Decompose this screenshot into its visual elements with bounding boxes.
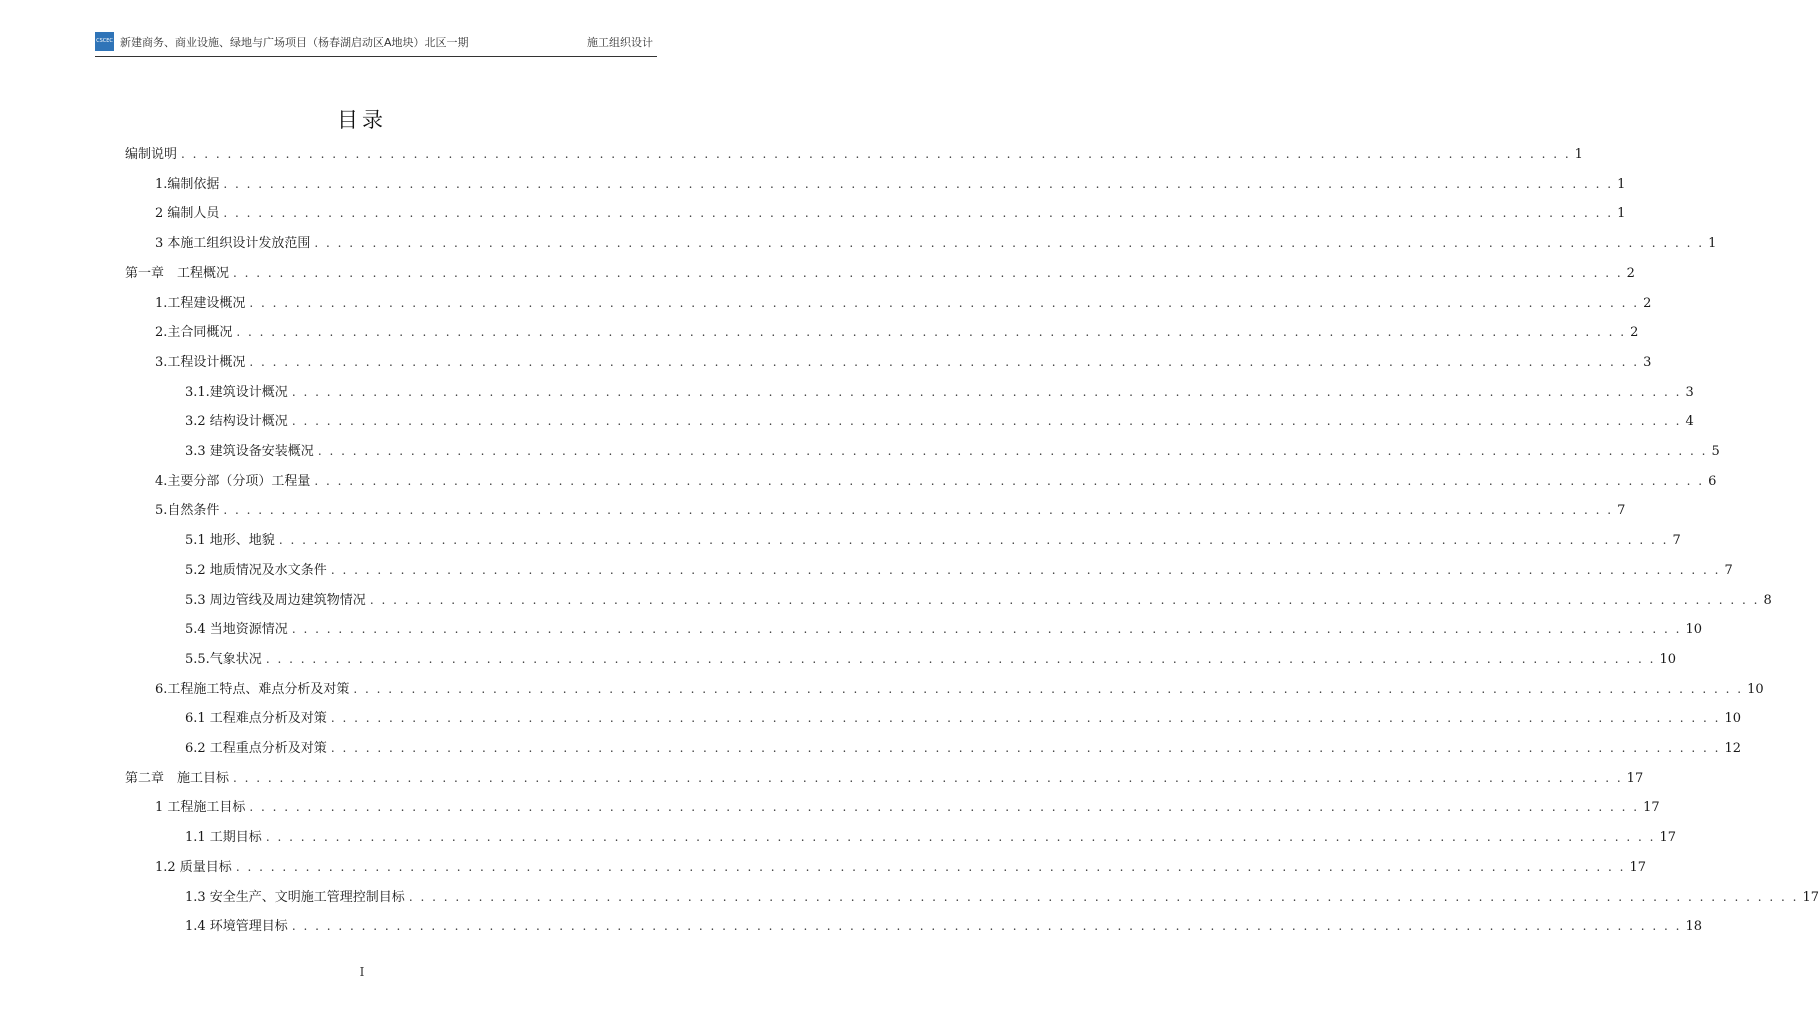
page-number: I xyxy=(359,965,365,979)
toc-leader-dots: . . . . . . . . . . . . . . . . . . . . . . . . . . . . . . . . . . . . . . . . . . . . . . . . . . . . . . . . . . . . . . . . . . . . . . . . . . . . . . . . . . . . . . . . . . . . . . . . . . . . . . . . . . . . . . . . . . . . . . . . xyxy=(249,800,1640,815)
toc-entry-label: 6.工程施工特点、难点分析及对策 xyxy=(155,681,350,697)
toc-entry[interactable] xyxy=(185,618,1703,640)
toc-entry-label: 1.2 质量目标 xyxy=(155,859,232,875)
toc-entry-page: 7 xyxy=(1672,533,1681,549)
toc-entry-page: 1 xyxy=(1617,176,1626,192)
toc-entry[interactable] xyxy=(185,915,1703,937)
toc-entry[interactable] xyxy=(185,589,1772,611)
toc-leader-dots: . . . . . . . . . . . . . . . . . . . . . . . . . . . . . . . . . . . . . . . . . . . . . . . . . . . . . . . . . . . . . . . . . . . . . . . . . . . . . . . . . . . . . . . . . . . . . . . . . . . . . . . . . . . . . . . . . . . . . . . . xyxy=(181,147,1571,161)
toc-entry[interactable] xyxy=(125,143,1583,165)
toc-entry-page: 5 xyxy=(1711,444,1720,459)
toc-entry-page: 10 xyxy=(1659,651,1677,667)
toc-leader-dots: . . . . . . . . . . . . . . . . . . . . . . . . . . . . . . . . . . . . . . . . . . . . . . . . . . . . . . . . . . . . . . . . . . . . . . . . . . . . . . . . . . . . . . . . . . . . . . . . . . . . . . . . . . . . . . . . . . . . . . . . xyxy=(235,859,1626,874)
toc-entry-page: 1 xyxy=(1617,206,1626,222)
toc-entry-label: 1.3 安全生产、文明施工管理控制目标 xyxy=(185,889,405,905)
toc-leader-dots: . . . . . . . . . . . . . . . . . . . . . . . . . . . . . . . . . . . . . . . . . . . . . . . . . . . . . . . . . . . . . . . . . . . . . . . . . . . . . . . . . . . . . . . . . . . . . . . . . . . . . . . . . . . . . . . . . . . . . . . . xyxy=(265,651,1656,666)
toc-entry-page: 7 xyxy=(1617,503,1626,519)
toc-leader-dots: . . . . . . . . . . . . . . . . . . . . . . . . . . . . . . . . . . . . . . . . . . . . . . . . . . . . . . . . . . . . . . . . . . . . . . . . . . . . . . . . . . . . . . . . . . . . . . . . . . . . . . . . . . . . . . . . . . . . . . . . xyxy=(223,503,1614,518)
toc-entry-label: 1.工程建设概况 xyxy=(155,295,246,311)
toc-entry-page: 4 xyxy=(1685,414,1694,430)
toc-entry-page: 17 xyxy=(1802,889,1819,905)
toc-leader-dots: . . . . . . . . . . . . . . . . . . . . . . . . . . . . . . . . . . . . . . . . . . . . . . . . . . . . . . . . . . . . . . . . . . . . . . . . . . . . . . . . . . . . . . . . . . . . . . . . . . . . . . . . . . . . . . . . . . . . . . . . xyxy=(314,236,1705,251)
toc-entry-label: 第二章 施工目标 xyxy=(125,770,230,786)
toc-entry-label: 3 本施工组织设计发放范围 xyxy=(155,236,311,252)
toc-entry-page: 17 xyxy=(1629,859,1647,875)
toc-entry[interactable] xyxy=(155,796,1660,818)
toc-entry-page: 6 xyxy=(1708,473,1717,489)
toc-entry[interactable] xyxy=(185,410,1694,432)
toc-entry-label: 1 工程施工目标 xyxy=(155,800,246,816)
toc-leader-dots: . . . . . . . . . . . . . . . . . . . . . . . . . . . . . . . . . . . . . . . . . . . . . . . . . . . . . . . . . . . . . . . . . . . . . . . . . . . . . . . . . . . . . . . . . . . . . . . . . . . . . . . . . . . . . . . . . . . . . . . . xyxy=(353,681,1744,696)
toc-entry[interactable] xyxy=(185,648,1677,670)
toc-entry-label: 1.1 工期目标 xyxy=(185,830,262,846)
toc-entry[interactable] xyxy=(185,440,1720,462)
toc-entry-page: 8 xyxy=(1763,592,1772,608)
toc-entry[interactable] xyxy=(155,856,1647,878)
toc-entry-label: 3.2 结构设计概况 xyxy=(185,414,288,430)
toc-leader-dots: . . . . . . . . . . . . . . . . . . . . . . . . . . . . . . . . . . . . . . . . . . . . . . . . . . . . . . . . . . . . . . . . . . . . . . . . . . . . . . . . . . . . . . . . . . . . . . . . . . . . . . . . . . . . . . . . . . . . . . . . xyxy=(330,711,1721,726)
toc-entry-label: 6.1 工程难点分析及对策 xyxy=(185,711,327,727)
toc-entry[interactable] xyxy=(155,173,1626,195)
toc-entry-page: 1 xyxy=(1708,236,1717,252)
toc-leader-dots: . . . . . . . . . . . . . . . . . . . . . . . . . . . . . . . . . . . . . . . . . . . . . . . . . . . . . . . . . . . . . . . . . . . . . . . . . . . . . . . . . . . . . . . . . . . . . . . . . . . . . . . . . . . . . . . . . . . . . . . . xyxy=(223,176,1614,191)
toc-entry-label: 1.编制依据 xyxy=(155,176,220,192)
toc-entry-page: 18 xyxy=(1685,919,1703,935)
toc-entry-label: 2 编制人员 xyxy=(155,206,220,222)
project-name: 新建商务、商业设施、绿地与广场项目（杨春湖启动区A地块）北区一期 xyxy=(120,36,469,49)
toc-leader-dots: . . . . . . . . . . . . . . . . . . . . . . . . . . . . . . . . . . . . . . . . . . . . . . . . . . . . . . . . . . . . . . . . . . . . . . . . . . . . . . . . . . . . . . . . . . . . . . . . . . . . . . . . . . . . . . . . . . . . . . . . xyxy=(317,444,1708,458)
toc-title: 目录 xyxy=(337,108,387,132)
toc-entry-page: 10 xyxy=(1685,622,1703,638)
toc-leader-dots: . . . . . . . . . . . . . . . . . . . . . . . . . . . . . . . . . . . . . . . . . . . . . . . . . . . . . . . . . . . . . . . . . . . . . . . . . . . . . . . . . . . . . . . . . . . . . . . . . . . . . . . . . . . . . . . . . . . . . . . . xyxy=(330,741,1721,755)
toc-entry[interactable] xyxy=(185,559,1733,581)
toc-leader-dots: . . . . . . . . . . . . . . . . . . . . . . . . . . . . . . . . . . . . . . . . . . . . . . . . . . . . . . . . . . . . . . . . . . . . . . . . . . . . . . . . . . . . . . . . . . . . . . . . . . . . . . . . . . . . . . . . . . . . . . . . xyxy=(291,622,1682,637)
toc-entry-page: 17 xyxy=(1643,800,1660,816)
toc-leader-dots: . . . . . . . . . . . . . . . . . . . . . . . . . . . . . . . . . . . . . . . . . . . . . . . . . . . . . . . . . . . . . . . . . . . . . . . . . . . . . . . . . . . . . . . . . . . . . . . . . . . . . . . . . . . . . . . . . . . . . . . . xyxy=(291,414,1682,429)
toc-entry-page: 17 xyxy=(1626,770,1644,786)
toc-leader-dots: . . . . . . . . . . . . . . . . . . . . . . . . . . . . . . . . . . . . . . . . . . . . . . . . . . . . . . . . . . . . . . . . . . . . . . . . . . . . . . . . . . . . . . . . . . . . . . . . . . . . . . . . . . . . . . . . . . . . . . . . xyxy=(249,354,1640,369)
toc-entry[interactable] xyxy=(185,737,1742,759)
toc-entry-label: 编制说明 xyxy=(125,147,178,162)
toc-entry[interactable] xyxy=(155,292,1652,314)
toc-leader-dots: . . . . . . . . . . . . . . . . . . . . . . . . . . . . . . . . . . . . . . . . . . . . . . . . . . . . . . . . . . . . . . . . . . . . . . . . . . . . . . . . . . . . . . . . . . . . . . . . . . . . . . . . . . . . . . . . . . . . . . . . xyxy=(369,592,1760,607)
toc-entry-label: 3.3 建筑设备安装概况 xyxy=(185,444,314,459)
toc-entry-label: 5.4 当地资源情况 xyxy=(185,622,288,638)
toc-leader-dots: . . . . . . . . . . . . . . . . . . . . . . . . . . . . . . . . . . . . . . . . . . . . . . . . . . . . . . . . . . . . . . . . . . . . . . . . . . . . . . . . . . . . . . . . . . . . . . . . . . . . . . . . . . . . . . . . . . . . . . . . xyxy=(291,384,1682,399)
toc-entry[interactable] xyxy=(185,826,1677,848)
toc-entry-label: 2.主合同概况 xyxy=(155,325,233,341)
toc-entry-label: 1.4 环境管理目标 xyxy=(185,919,288,935)
toc-entry[interactable] xyxy=(185,529,1681,551)
toc-leader-dots: . . . . . . . . . . . . . . . . . . . . . . . . . . . . . . . . . . . . . . . . . . . . . . . . . . . . . . . . . . . . . . . . . . . . . . . . . . . . . . . . . . . . . . . . . . . . . . . . . . . . . . . . . . . . . . . . . . . . . . . . xyxy=(233,770,1623,785)
toc-entry-label: 6.2 工程重点分析及对策 xyxy=(185,741,327,756)
toc-leader-dots: . . . . . . . . . . . . . . . . . . . . . . . . . . . . . . . . . . . . . . . . . . . . . . . . . . . . . . . . . . . . . . . . . . . . . . . . . . . . . . . . . . . . . . . . . . . . . . . . . . . . . . . . . . . . . . . . . . . . . . . . xyxy=(223,206,1614,221)
toc-entry[interactable] xyxy=(125,262,1635,284)
toc-leader-dots: . . . . . . . . . . . . . . . . . . . . . . . . . . . . . . . . . . . . . . . . . . . . . . . . . . . . . . . . . . . . . . . . . . . . . . . . . . . . . . . . . . . . . . . . . . . . . . . . . . . . . . . . . . . . . . . . . . . . . . . . xyxy=(291,919,1682,934)
toc-entry-label: 5.自然条件 xyxy=(155,503,220,519)
toc-leader-dots: . . . . . . . . . . . . . . . . . . . . . . . . . . . . . . . . . . . . . . . . . . . . . . . . . . . . . . . . . . . . . . . . . . . . . . . . . . . . . . . . . . . . . . . . . . . . . . . . . . . . . . . . . . . . . . . . . . . . . . . . xyxy=(233,265,1623,280)
toc-entry[interactable] xyxy=(155,202,1626,224)
toc-entry-page: 2 xyxy=(1626,265,1635,281)
company-logo: CSCEC xyxy=(95,32,114,51)
toc-entry-page: 7 xyxy=(1724,562,1733,578)
toc-entry-label: 3.1.建筑设计概况 xyxy=(185,384,288,400)
toc-leader-dots: . . . . . . . . . . . . . . . . . . . . . . . . . . . . . . . . . . . . . . . . . . . . . . . . . . . . . . . . . . . . . . . . . . . . . . . . . . . . . . . . . . . . . . . . . . . . . . . . . . . . . . . . . . . . . . . . . . . . . . . . xyxy=(265,830,1656,845)
toc-entry[interactable] xyxy=(155,470,1717,492)
toc-entry[interactable] xyxy=(155,321,1639,343)
toc-entry[interactable] xyxy=(155,678,1764,700)
toc-entry-label: 5.1 地形、地貌 xyxy=(185,533,275,549)
toc-leader-dots: . . . . . . . . . . . . . . . . . . . . . . . . . . . . . . . . . . . . . . . . . . . . . . . . . . . . . . . . . . . . . . . . . . . . . . . . . . . . . . . . . . . . . . . . . . . . . . . . . . . . . . . . . . . . . . . . . . . . . . . . xyxy=(249,295,1640,310)
toc-entry[interactable] xyxy=(155,351,1652,373)
toc-entry-page: 12 xyxy=(1724,741,1742,756)
document-type: 施工组织设计 xyxy=(587,36,653,49)
toc-leader-dots: . . . . . . . . . . . . . . . . . . . . . . . . . . . . . . . . . . . . . . . . . . . . . . . . . . . . . . . . . . . . . . . . . . . . . . . . . . . . . . . . . . . . . . . . . . . . . . . . . . . . . . . . . . . . . . . . . . . . . . . . xyxy=(314,473,1705,488)
toc-entry-page: 2 xyxy=(1643,295,1652,311)
toc-entry[interactable] xyxy=(185,707,1742,729)
toc-entry-page: 10 xyxy=(1724,711,1742,727)
toc-entry-label: 5.2 地质情况及水文条件 xyxy=(185,562,327,578)
toc-entry-page: 17 xyxy=(1659,830,1677,846)
page-header xyxy=(95,30,657,57)
toc-entry-page: 10 xyxy=(1747,681,1764,697)
toc-entry-page: 3 xyxy=(1643,354,1652,370)
toc-entry-label: 第一章 工程概况 xyxy=(125,265,230,281)
toc-leader-dots: . . . . . . . . . . . . . . . . . . . . . . . . . . . . . . . . . . . . . . . . . . . . . . . . . . . . . . . . . . . . . . . . . . . . . . . . . . . . . . . . . . . . . . . . . . . . . . . . . . . . . . . . . . . . . . . . . . . . . . . . xyxy=(278,533,1669,548)
toc-entry-page: 2 xyxy=(1630,325,1639,341)
toc-leader-dots: . . . . . . . . . . . . . . . . . . . . . . . . . . . . . . . . . . . . . . . . . . . . . . . . . . . . . . . . . . . . . . . . . . . . . . . . . . . . . . . . . . . . . . . . . . . . . . . . . . . . . . . . . . . . . . . . . . . . . . . . xyxy=(330,562,1721,577)
toc-entry[interactable] xyxy=(155,499,1626,521)
toc-entry[interactable] xyxy=(185,381,1694,403)
toc-entry-label: 4.主要分部（分项）工程量 xyxy=(155,473,311,489)
toc-leader-dots: . . . . . . . . . . . . . . . . . . . . . . . . . . . . . . . . . . . . . . . . . . . . . . . . . . . . . . . . . . . . . . . . . . . . . . . . . . . . . . . . . . . . . . . . . . . . . . . . . . . . . . . . . . . . . . . . . . . . . . . . xyxy=(408,889,1799,904)
toc-entry-page: 1 xyxy=(1574,147,1583,162)
toc-entry-page: 3 xyxy=(1685,384,1694,400)
toc-entry-label: 5.5.气象状况 xyxy=(185,651,262,667)
toc-entry-label: 5.3 周边管线及周边建筑物情况 xyxy=(185,592,366,608)
toc-entry-label: 3.工程设计概况 xyxy=(155,354,246,370)
toc-entry[interactable] xyxy=(185,886,1819,908)
toc-entry[interactable] xyxy=(155,232,1717,254)
toc-entry[interactable] xyxy=(125,767,1644,789)
toc-leader-dots: . . . . . . . . . . . . . . . . . . . . . . . . . . . . . . . . . . . . . . . . . . . . . . . . . . . . . . . . . . . . . . . . . . . . . . . . . . . . . . . . . . . . . . . . . . . . . . . . . . . . . . . . . . . . . . . . . . . . . . . . xyxy=(236,325,1627,340)
